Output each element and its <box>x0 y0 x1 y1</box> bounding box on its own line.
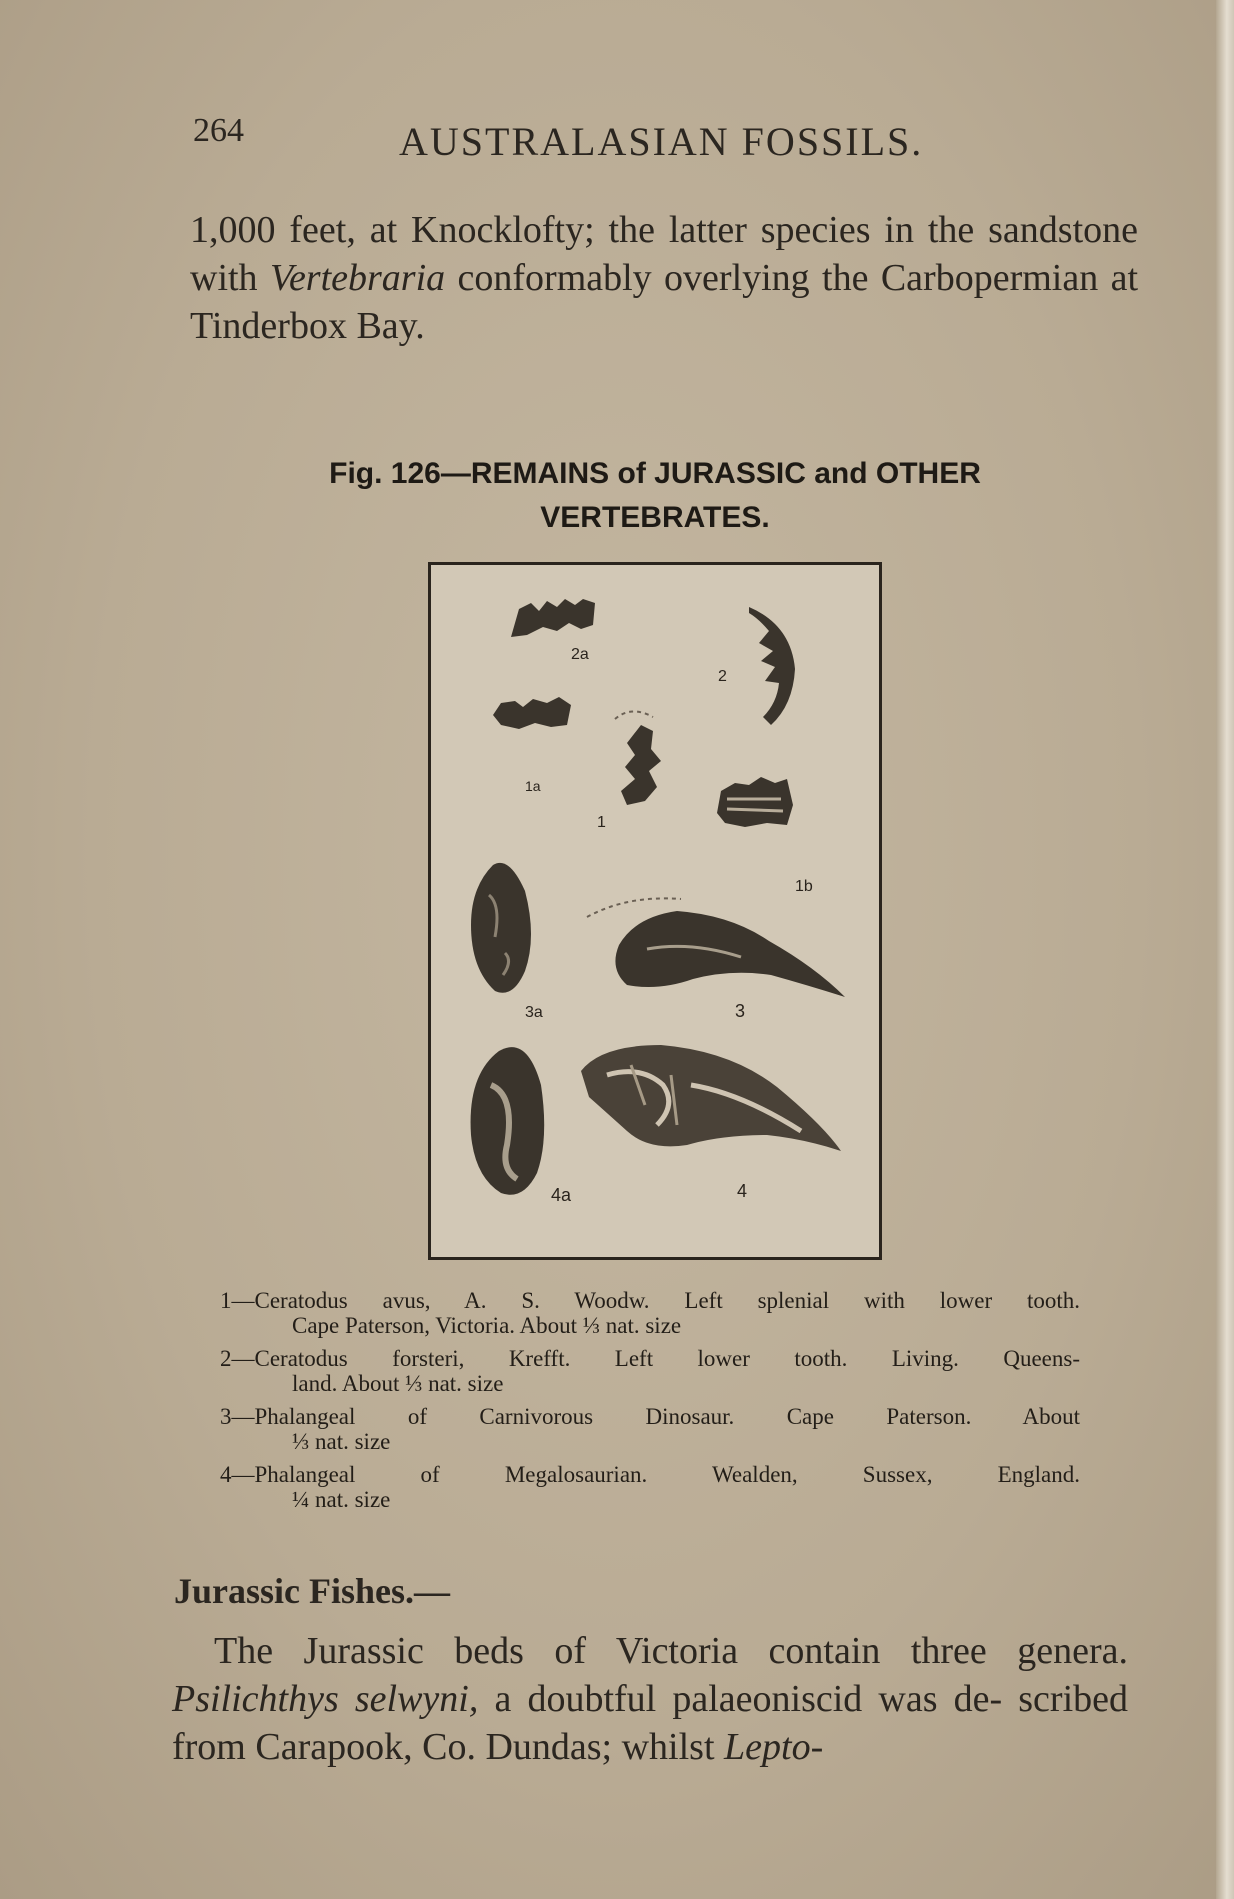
section-heading: Jurassic Fishes.— <box>174 1571 451 1611</box>
figure-caption: Fig. 126—REMAINS of JURASSIC and OTHER VERTEBRATES. <box>329 457 981 534</box>
section-italic-a: Psilichthys selwyni, <box>172 1678 479 1720</box>
label-1: 1 <box>597 814 606 831</box>
legend-line: 3—Phalangeal of Carnivorous Dinosaur. Cape Paterson. About <box>220 1404 1080 1429</box>
specimen-2a-tooth <box>511 599 595 637</box>
intro-italic: Vertebraria <box>269 257 446 299</box>
section-text-a: The Jurassic beds of Victoria contain three genera. <box>214 1630 1128 1672</box>
intro-text-a: 1,000 feet, at Knocklofty; the latter species in the sandstone with <box>190 209 1138 299</box>
page-number: 264 <box>193 112 244 149</box>
fossil-figure <box>428 562 882 1260</box>
legend-line: 4—Phalangeal of Megalosaurian. Wealden, Sussex, England. <box>220 1462 1080 1487</box>
page-header <box>193 108 953 168</box>
page-edge <box>1216 0 1234 1899</box>
specimen-3a-claw-section <box>471 863 531 993</box>
specimen-2-tooth <box>749 607 795 725</box>
legend-line: land. About ⅓ nat. size <box>292 1371 504 1396</box>
figure-legend <box>220 1288 1080 1520</box>
label-4: 4 <box>737 1181 748 1201</box>
label-2a: 2a <box>571 646 589 663</box>
legend-line: ¼ nat. size <box>292 1487 391 1512</box>
label-3a: 3a <box>525 1004 543 1021</box>
legend-item <box>220 1346 1080 1396</box>
label-1a: 1a <box>525 778 541 794</box>
label-4a: 4a <box>551 1185 572 1205</box>
section-italic-b: Lepto- <box>724 1726 824 1768</box>
label-2: 2 <box>718 668 727 685</box>
legend-line: 2—Ceratodus forsteri, Krefft. Left lower tooth. Living. Queens- <box>220 1346 1080 1371</box>
specimen-1-splenial <box>621 725 661 805</box>
legend-line: 1—Ceratodus avus, A. S. Woodw. Left splenial with lower tooth. <box>220 1288 1080 1313</box>
intro-paragraph <box>190 206 1138 350</box>
specimen-1a-splenial <box>493 697 571 729</box>
running-head: AUSTRALASIAN FOSSILS. <box>399 119 924 164</box>
legend-item <box>220 1404 1080 1454</box>
fossil-illustration <box>431 565 879 1257</box>
legend-line: Cape Paterson, Victoria. About ⅓ nat. size <box>292 1313 682 1338</box>
section-paragraph <box>172 1627 1128 1771</box>
section-text-b: a doubtful palaeoniscid was de- scribed from Carapook, Co. Dundas; whilst <box>172 1678 1128 1768</box>
label-1b: 1b <box>795 878 813 895</box>
legend-item <box>220 1288 1080 1338</box>
label-3: 3 <box>735 1001 746 1021</box>
specimen-1b-fragment <box>717 777 793 827</box>
legend-item <box>220 1462 1080 1512</box>
intro-text-b: conformably overlying the Carbopermian at Tinderbox Bay. <box>190 257 1138 347</box>
specimen-4-phalangeal <box>581 1045 841 1151</box>
legend-line: ⅓ nat. size <box>292 1429 391 1454</box>
